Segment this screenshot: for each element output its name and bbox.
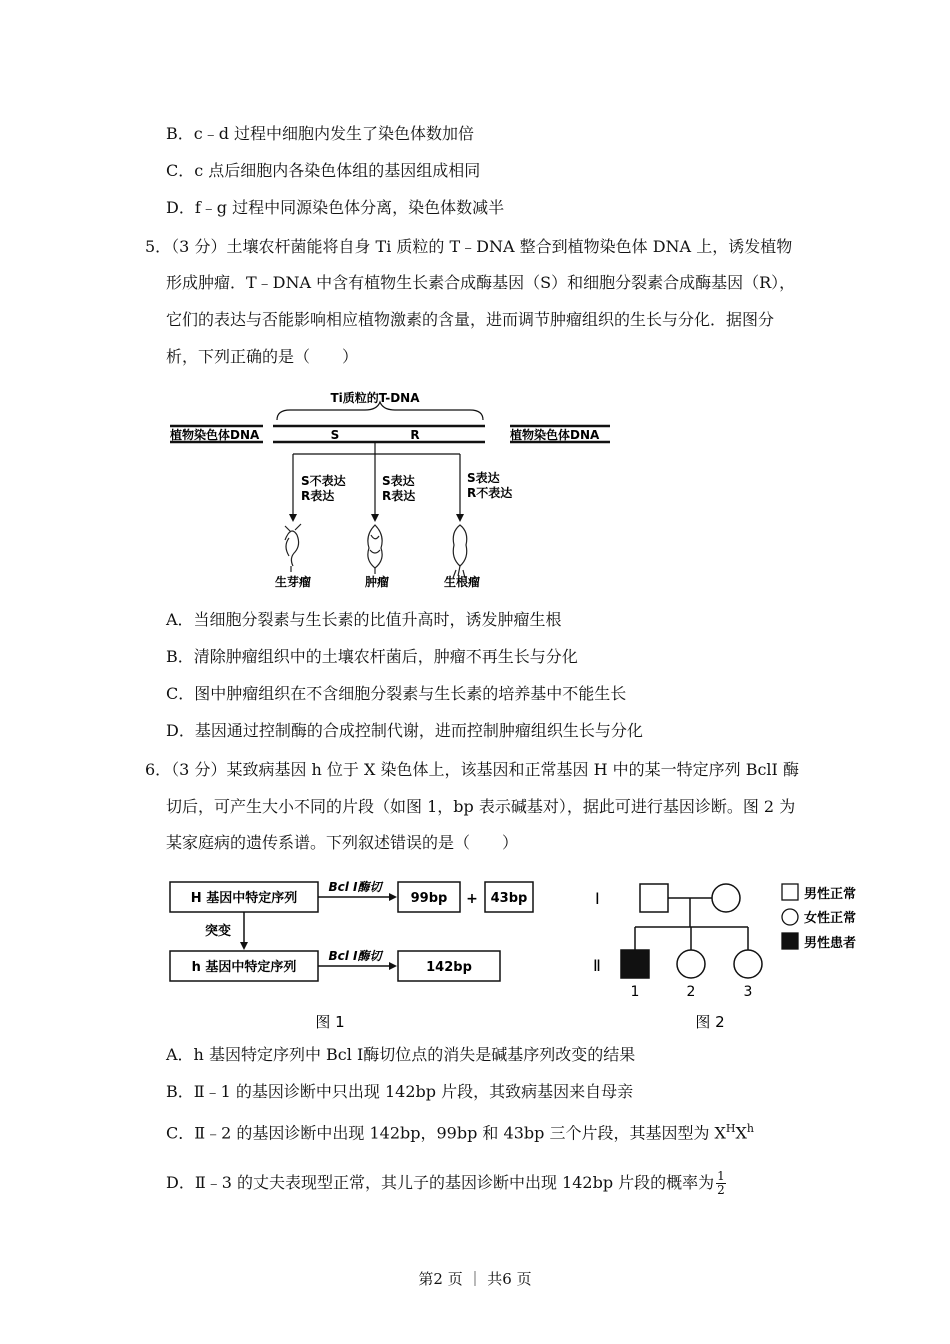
arrowhead-enzyme1 [389, 893, 397, 901]
q6-stem-line-1: 6．（3 分）某致病基因 h 位于 X 染色体上，该基因和正常基因 H 中的某一特定序列 BclI 酶 [145, 760, 799, 779]
branch2-line2: R表达 [382, 489, 416, 503]
branch1-line2: R表达 [301, 489, 335, 503]
fraction-denominator: 2 [717, 1183, 725, 1197]
ii3-normal-female [734, 950, 762, 978]
arrowhead-mutation [240, 942, 248, 950]
arrowhead-1 [289, 514, 297, 522]
generation-1-label: Ⅰ [595, 889, 600, 908]
generation-2-label: Ⅱ [593, 956, 601, 975]
q6-option-c-text: C．Ⅱ﹣2 的基因诊断中出现 142bp，99bp 和 43bp 三个片段，其基因型为 X [166, 1123, 726, 1143]
legend-filled-square-icon [782, 933, 798, 949]
q6-option-c-sup1: H [725, 1122, 736, 1135]
branch1-line1: S不表达 [301, 474, 346, 488]
fig-title: Ti质粒的T-DNA [330, 391, 420, 405]
ii3-number: 3 [743, 984, 753, 1000]
frag2-label: 43bp [490, 891, 528, 906]
q6-option-d-fraction [716, 1170, 726, 1197]
q5-tdna-figure [165, 380, 625, 595]
plus-sign: + [466, 891, 478, 907]
result-tumor: 肿瘤 [364, 575, 390, 589]
branch2-line1: S表达 [382, 474, 415, 488]
gene-r-label: R [410, 428, 420, 442]
ii2-number: 2 [686, 984, 696, 1000]
q5-option-c: C．图中肿瘤组织在不含细胞分裂素与生长素的培养基中不能生长 [166, 684, 627, 703]
ii1-affected-male [621, 950, 649, 978]
page-footer: 第2 页 ｜ 共6 页 [418, 1270, 532, 1288]
q5-stem-line-1: 5．（3 分）土壤农杆菌能将自身 Ti 质粒的 T﹣DNA 整合到植物染色体 DNA 上，诱发植物 [145, 237, 793, 256]
legend-female-normal: 女性正常 [804, 911, 857, 926]
legend-circle-icon [782, 909, 798, 925]
legend-male-normal: 男性正常 [804, 887, 857, 902]
branch3-line2: R不表达 [467, 486, 513, 500]
q4-option-c: C．c 点后细胞内各染色体组的基因组成相同 [166, 161, 481, 180]
ii2-normal-female [677, 950, 705, 978]
q6-figure-1 [165, 872, 540, 1037]
father-normal-male [640, 884, 668, 912]
enzyme1-label: Bcl Ⅰ酶切 [328, 880, 382, 894]
q6-option-a: A．h 基因特定序列中 Bcl Ⅰ酶切位点的消失是碱基序列改变的结果 [166, 1045, 636, 1064]
q6-option-c [166, 1118, 754, 1144]
q6-figure-2 [585, 872, 885, 1037]
box-h-lower-label: h 基因中特定序列 [191, 960, 297, 975]
q6-option-b: B．Ⅱ﹣1 的基因诊断中只出现 142bp 片段，其致病基因来自母亲 [166, 1082, 634, 1101]
q6-option-d [166, 1170, 726, 1197]
q5-stem-line-2: 形成肿瘤．T﹣DNA 中含有植物生长素合成酶基因（S）和细胞分裂素合成酶基因（R）， [166, 273, 796, 292]
q5-option-b: B．清除肿瘤组织中的土壤农杆菌后，肿瘤不再生长与分化 [166, 647, 578, 666]
fig1-caption: 图 1 [315, 1013, 345, 1031]
box-h-upper-label: H 基因中特定序列 [190, 891, 298, 906]
result-shoot-tumor: 生芽瘤 [274, 575, 312, 589]
mutation-label: 突变 [205, 924, 232, 939]
legend-square-icon [782, 884, 798, 900]
result-root-tumor: 生根瘤 [443, 575, 481, 589]
q5-stem-line-3: 它们的表达与否能影响相应植物激素的含量，进而调节肿瘤组织的生长与分化．据图分 [166, 310, 775, 329]
q4-option-d: D．f﹣g 过程中同源染色体分离，染色体数减半 [166, 198, 505, 217]
q6-stem-line-3: 某家庭病的遗传系谱。下列叙述错误的是（ ） [166, 833, 519, 852]
q5-stem-line-4: 析，下列正确的是（ ） [166, 347, 359, 366]
frag3-label: 142bp [426, 960, 472, 975]
q5-option-d: D．基因通过控制酶的合成控制代谢，进而控制肿瘤组织生长与分化 [166, 721, 643, 740]
enzyme2-label: Bcl Ⅰ酶切 [328, 949, 382, 963]
q6-option-c-sup2: h [746, 1122, 754, 1135]
q6-stem-line-2: 切后，可产生大小不同的片段（如图 1，bp 表示碱基对），据此可进行基因诊断。图 2 为 [166, 797, 796, 816]
gene-s-label: S [330, 428, 340, 442]
ii1-number: 1 [630, 984, 640, 1000]
branch3-line1: S表达 [467, 471, 500, 485]
mother-normal-female [712, 884, 740, 912]
arrowhead-3 [456, 514, 464, 522]
left-chrom-label: 植物染色体DNA [170, 428, 260, 442]
tumor-sketch [368, 525, 382, 574]
legend-male-affected: 男性患者 [804, 936, 857, 951]
q6-option-c-x2: X [735, 1123, 747, 1143]
q5-option-a: A．当细胞分裂素与生长素的比值升高时，诱发肿瘤生根 [166, 610, 562, 629]
root-tumor-sketch [453, 525, 467, 578]
q4-option-b: B．c﹣d 过程中细胞内发生了染色体数加倍 [166, 124, 475, 143]
arrowhead-2 [371, 514, 379, 522]
arrowhead-enzyme2 [389, 962, 397, 970]
q6-option-d-text: D．Ⅱ﹣3 的丈夫表现型正常，其儿子的基因诊断中出现 142bp 片段的概率为 [166, 1173, 715, 1192]
fig2-caption: 图 2 [695, 1013, 725, 1031]
frag1-label: 99bp [410, 891, 448, 906]
right-chrom-label: 植物染色体DNA [510, 428, 600, 442]
shoot-tumor-sketch [285, 524, 301, 572]
fraction-numerator: 1 [717, 1169, 725, 1183]
